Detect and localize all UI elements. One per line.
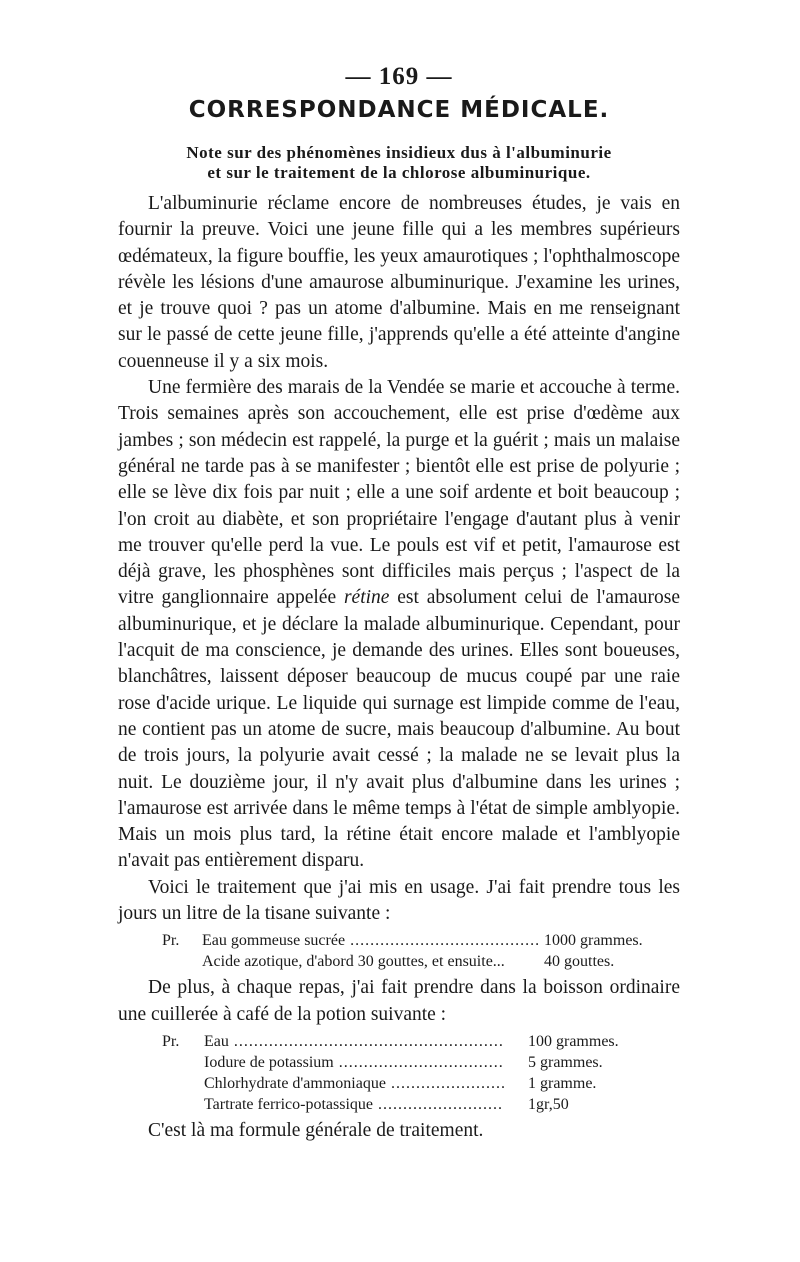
prescription-row: [118, 1031, 632, 1052]
recipe-prefix: [162, 1073, 204, 1094]
prescription-row: [118, 951, 662, 972]
subtitle-line-1: Note sur des phénomènes insidieux dus à l'albuminurie: [186, 143, 612, 162]
recipe-prefix: [162, 1094, 204, 1115]
ingredient-name: Eau .....: [204, 1031, 504, 1052]
paragraph-2-part-a: Une fermière des marais de la Vendée se marie et accouche à terme. Trois semaines après son accouchement, elle est prise d'œdème aux jambes ; son médecin est rappelé, la purge et la guérit ; mais un malaise général ne tarde pas à se manifester ; bientôt elle est prise de polyurie ; elle se lève dix fois par nuit ; elle a une soif ardente et boit beaucoup ; l'on croit au diabète, et son propriétaire l'engage d'autant plus à venir me trouver qu'elle perd la vue. Le pouls est vif et petit, l'amaurose est déjà grave, les phosphènes sont difficiles mais perçus ; l'aspect de la vitre ganglionnaire appelée: [118, 377, 680, 609]
subtitle-line-2: et sur le traitement de la chlorose albuminurique.: [207, 163, 591, 182]
prescription-row: [118, 930, 662, 951]
paragraph-4: De plus, à chaque repas, j'ai fait prendre dans la boisson ordinaire une cuillerée à café de la potion suivante :: [118, 977, 680, 1025]
ingredient-name: Tartrate ferrico-potassique .....: [204, 1094, 504, 1115]
ingredient-quantity: 100 grammes.: [528, 1032, 619, 1050]
paragraph-2: [118, 375, 680, 875]
recipe-prefix: [162, 1052, 204, 1073]
italic-term-retine: rétine: [343, 587, 390, 609]
page-number: — 169 —: [345, 63, 453, 90]
ingredient-name: Chlorhydrate d'ammoniaque .....: [204, 1073, 504, 1094]
paragraph-1: L'albuminurie réclame encore de nombreuses études, je vais en fournir la preuve. Voici une jeune fille qui a les membres supérieurs œdémateux, la figure bouffie, les yeux amaurotiques ; l'ophthalmoscope révèle les lésions d'une amaurose albuminurique. J'examine les urines, et je trouve quoi ? pas un atome d'albumine. Mais en me renseignant sur le passé de cette jeune fille, j'apprends qu'elle a été atteinte d'angine couenneuse il y a six mois.: [118, 193, 680, 372]
recipe-prefix: Pr.: [162, 1032, 180, 1050]
recipe-prefix: [162, 951, 202, 972]
paragraph-3: Voici le traitement que j'ai mis en usage. J'ai fait prendre tous les jours un litre de la tisane suivante :: [118, 876, 680, 925]
prescription-tisane: [118, 930, 680, 972]
prescription-row: [118, 1073, 632, 1094]
ingredient-name: Eau gommeuse sucrée .....: [202, 930, 538, 951]
ingredient-name: Iodure de potassium .....: [204, 1052, 504, 1073]
prescription-row: [118, 1094, 632, 1115]
prescription-row: [118, 1052, 632, 1073]
ingredient-quantity: 40 gouttes.: [544, 953, 615, 971]
paragraph-5: C'est là ma formule générale de traitement.: [148, 1119, 484, 1141]
prescription-potion: [118, 1031, 680, 1115]
article-body: [118, 191, 680, 1144]
ingredient-name: Acide azotique, d'abord 30 gouttes, et ensuite...: [202, 953, 505, 971]
article-subtitle: [118, 143, 680, 183]
ingredient-quantity: 1000 grammes.: [544, 932, 643, 950]
ingredient-quantity: 1gr,50: [528, 1095, 569, 1113]
ingredient-quantity: 1 gramme.: [528, 1074, 597, 1092]
paragraph-2-part-b: est absolument celui de l'amaurose albuminurique, et je déclare la malade albuminurique. Cependant, pour l'acquit de ma conscience, je demande des urines. Elles sont boueuses, blanchâtres, laissent déposer beaucoup de mucus coupé par une raie rose d'acide urique. Le liquide qui surnage est limpide comme de l'eau, ne contient pas un atome de sucre, mais beaucoup d'albumine. Au bout de trois jours, la polyurie avait cessé ; la malade ne se levait plus la nuit. Le douzième jour, il n'y avait plus d'albumine dans les urines ; l'amaurose est arrivée dans le même temps à l'état de simple amblyopie. Mais un mois plus tard, la rétine était encore malade et l'amblyopie n'avait pas entièrement disparu.: [118, 587, 681, 872]
ingredient-quantity: 5 grammes.: [528, 1053, 603, 1071]
section-heading: CORRESPONDANCE MÉDICALE.: [188, 97, 610, 123]
recipe-prefix: Pr.: [162, 932, 180, 950]
